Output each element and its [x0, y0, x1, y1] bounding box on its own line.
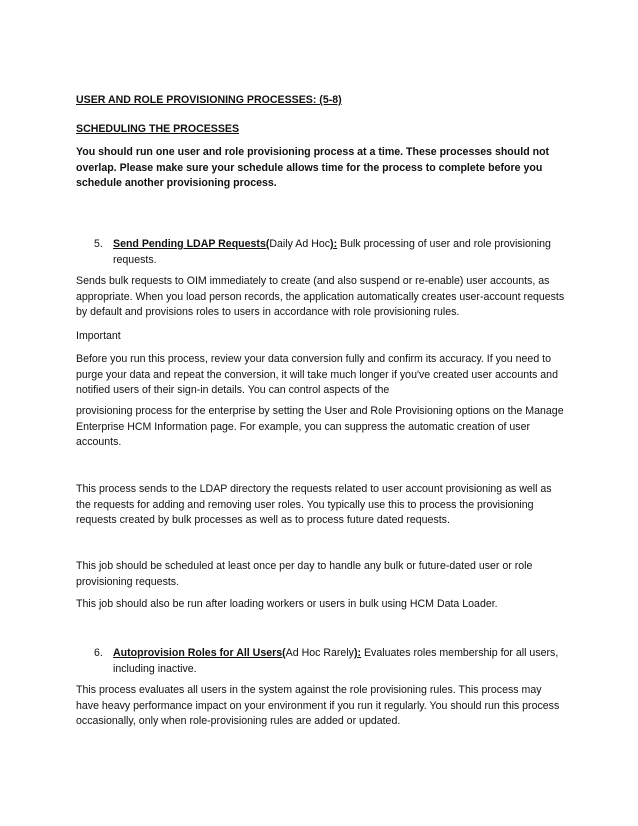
paragraph-evaluates-all-users: This process evaluates all users in the system against the role provisioning rules. This process may have heavy performance impact on your environment if you run it regularly. You should run this process occasionally, only when role-provisioning rules are added or updated.	[76, 684, 560, 727]
section-title: USER AND ROLE PROVISIONING PROCESSES: (5-8)	[76, 94, 342, 106]
close-paren: ):	[353, 647, 362, 659]
process-frequency: Daily Ad Hoc	[269, 238, 331, 250]
open-paren: (	[282, 647, 286, 659]
paragraph-sends-bulk: Sends bulk requests to OIM immediately to create (and also suspend or re-enable) user accounts, as appropriate. When you load person records, the application automatically creates user-account requests by default and provisions roles to users in accordance with role provisioning rules.	[76, 275, 565, 318]
process-description: Bulk processing of user and role provisioning requests.	[113, 238, 551, 266]
intro-paragraph: You should run one user and role provisioning process at a time. These processes should not overlap. Please make sure your schedule allows time for the process to complete before you schedule another provisioning process.	[76, 146, 550, 189]
process-name: Autoprovision Roles for All Users	[113, 647, 283, 659]
list-item-number: 6.	[94, 647, 103, 659]
paragraph-ldap-directory: This process sends to the LDAP directory the requests related to user account provisioning as well as the requests for adding and removing user roles. You typically use this to process the provisioning requests created by bulk processes as well as to process future dated requests.	[76, 483, 552, 526]
paragraph-provisioning-options: provisioning process for the enterprise by setting the User and Role Provisioning options on the Manage Enterprise HCM Information page. For example, you can suppress the automatic creation of user accounts.	[76, 405, 564, 448]
process-frequency: Ad Hoc Rarely	[285, 647, 354, 659]
paragraph-before-you-run: Before you run this process, review your data conversion fully and confirm its accuracy. If you need to purge your data and repeat the conversion, it will take much longer if you've created user accounts and notified users of their sign-in details. You can control aspects of the	[76, 353, 558, 396]
subsection-title: SCHEDULING THE PROCESSES	[76, 123, 240, 135]
process-description: Evaluates roles membership for all users, including inactive.	[113, 647, 559, 675]
paragraph-after-loading: This job should also be run after loading workers or users in bulk using HCM Data Loader.	[76, 598, 498, 610]
process-name: Send Pending LDAP Requests	[113, 238, 266, 250]
close-paren: ):	[330, 238, 338, 250]
list-item-autoprovision-roles	[94, 646, 583, 677]
list-item-send-pending-ldap	[94, 237, 583, 268]
paragraph-important: Important	[76, 330, 121, 342]
open-paren: (	[265, 238, 270, 250]
paragraph-schedule-daily: This job should be scheduled at least once per day to handle any bulk or future-dated user or role provisioning requests.	[76, 560, 533, 588]
list-item-number: 5.	[94, 238, 103, 250]
